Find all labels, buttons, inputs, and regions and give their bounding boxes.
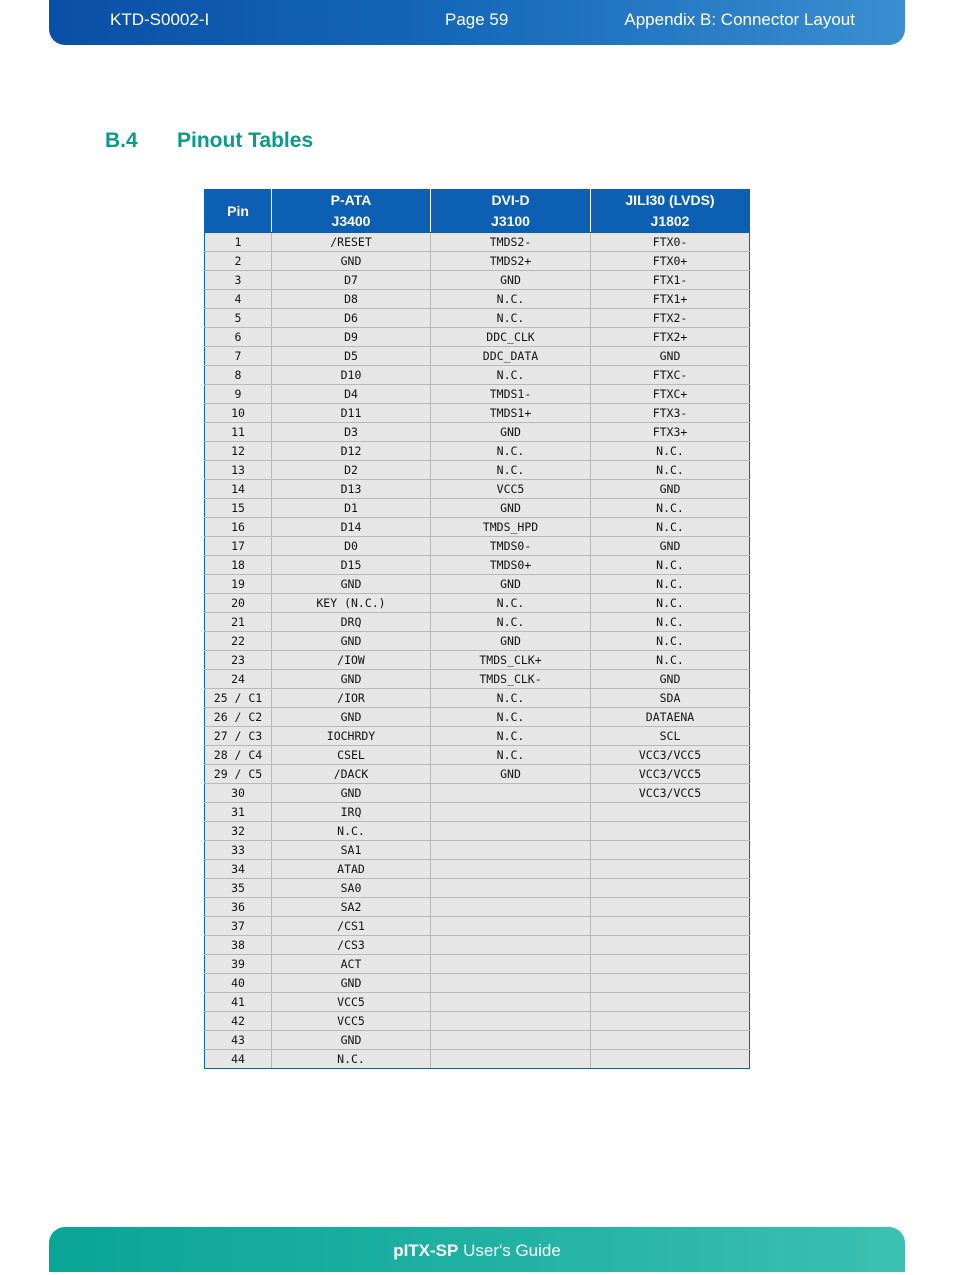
cell-pata: GND <box>272 708 431 727</box>
cell-pata: /CS3 <box>272 936 431 955</box>
cell-dvid: TMDS0+ <box>431 556 591 575</box>
cell-dvid: GND <box>431 271 591 290</box>
cell-pin: 13 <box>205 461 272 480</box>
cell-dvid: N.C. <box>431 746 591 765</box>
table-row <box>205 803 750 822</box>
cell-pata: /RESET <box>272 233 431 252</box>
cell-pata: IOCHRDY <box>272 727 431 746</box>
cell-dvid: GND <box>431 423 591 442</box>
table-row <box>205 233 750 252</box>
cell-lvds: GND <box>591 480 750 499</box>
cell-pata: GND <box>272 974 431 993</box>
cell-dvid <box>431 822 591 841</box>
cell-pin: 18 <box>205 556 272 575</box>
table-row <box>205 575 750 594</box>
cell-pata: D12 <box>272 442 431 461</box>
table-row <box>205 784 750 803</box>
cell-lvds: N.C. <box>591 461 750 480</box>
cell-pin: 15 <box>205 499 272 518</box>
cell-lvds <box>591 955 750 974</box>
cell-pata: D7 <box>272 271 431 290</box>
cell-dvid <box>431 974 591 993</box>
cell-pin: 32 <box>205 822 272 841</box>
cell-lvds: FTX3- <box>591 404 750 423</box>
cell-dvid <box>431 936 591 955</box>
header-dvid-name: DVI-D <box>491 192 530 208</box>
section-title: Pinout Tables <box>177 129 314 152</box>
table-row <box>205 518 750 537</box>
table-row <box>205 290 750 309</box>
cell-lvds <box>591 917 750 936</box>
cell-pata: ACT <box>272 955 431 974</box>
cell-lvds: N.C. <box>591 575 750 594</box>
cell-pin: 44 <box>205 1050 272 1069</box>
document-id: KTD-S0002-I <box>110 10 210 29</box>
cell-pin: 36 <box>205 898 272 917</box>
table-row <box>205 385 750 404</box>
cell-lvds <box>591 1012 750 1031</box>
table-header-row <box>205 190 750 233</box>
cell-pin: 34 <box>205 860 272 879</box>
table-row <box>205 727 750 746</box>
cell-dvid: TMDS1- <box>431 385 591 404</box>
cell-dvid <box>431 917 591 936</box>
cell-lvds <box>591 936 750 955</box>
table-row <box>205 556 750 575</box>
header-pin <box>205 190 272 233</box>
cell-lvds: VCC3/VCC5 <box>591 746 750 765</box>
cell-pin: 42 <box>205 1012 272 1031</box>
footer-guide-label: User's Guide <box>458 1241 561 1260</box>
table-row <box>205 1050 750 1069</box>
cell-pin: 11 <box>205 423 272 442</box>
cell-lvds: VCC3/VCC5 <box>591 784 750 803</box>
header-lvds-name: JILI30 (LVDS) <box>625 192 715 208</box>
cell-pata: SA1 <box>272 841 431 860</box>
cell-lvds <box>591 974 750 993</box>
cell-lvds: N.C. <box>591 556 750 575</box>
cell-dvid <box>431 993 591 1012</box>
cell-pata: VCC5 <box>272 1012 431 1031</box>
table-row <box>205 993 750 1012</box>
cell-lvds: SCL <box>591 727 750 746</box>
header-pata-connector: J3400 <box>331 213 371 229</box>
cell-dvid: N.C. <box>431 613 591 632</box>
cell-dvid: N.C. <box>431 594 591 613</box>
cell-pata: VCC5 <box>272 993 431 1012</box>
cell-lvds: FTX0- <box>591 233 750 252</box>
cell-dvid: N.C. <box>431 309 591 328</box>
cell-pin: 16 <box>205 518 272 537</box>
table-row <box>205 480 750 499</box>
cell-dvid <box>431 1031 591 1050</box>
cell-pata: N.C. <box>272 822 431 841</box>
cell-lvds: FTX2+ <box>591 328 750 347</box>
cell-lvds <box>591 822 750 841</box>
cell-pata: D10 <box>272 366 431 385</box>
cell-pin: 35 <box>205 879 272 898</box>
cell-dvid <box>431 1050 591 1069</box>
cell-pin: 33 <box>205 841 272 860</box>
cell-dvid: TMDS_CLK- <box>431 670 591 689</box>
cell-dvid <box>431 1012 591 1031</box>
cell-pin: 14 <box>205 480 272 499</box>
table-row <box>205 1031 750 1050</box>
cell-dvid: DDC_DATA <box>431 347 591 366</box>
cell-lvds: GND <box>591 670 750 689</box>
cell-pin: 28 / C4 <box>205 746 272 765</box>
table-row <box>205 347 750 366</box>
cell-dvid <box>431 860 591 879</box>
cell-lvds: N.C. <box>591 442 750 461</box>
cell-pata: /IOW <box>272 651 431 670</box>
table-row <box>205 974 750 993</box>
cell-lvds <box>591 1050 750 1069</box>
table-row <box>205 765 750 784</box>
cell-pata: CSEL <box>272 746 431 765</box>
cell-dvid: VCC5 <box>431 480 591 499</box>
cell-lvds: N.C. <box>591 499 750 518</box>
cell-pata: ATAD <box>272 860 431 879</box>
cell-pata: /CS1 <box>272 917 431 936</box>
cell-pata: D6 <box>272 309 431 328</box>
cell-pin: 6 <box>205 328 272 347</box>
table-row <box>205 613 750 632</box>
cell-lvds: GND <box>591 537 750 556</box>
table-row <box>205 404 750 423</box>
cell-pin: 21 <box>205 613 272 632</box>
cell-pata: N.C. <box>272 1050 431 1069</box>
cell-dvid: N.C. <box>431 708 591 727</box>
cell-lvds: N.C. <box>591 651 750 670</box>
cell-pata: D2 <box>272 461 431 480</box>
cell-pin: 37 <box>205 917 272 936</box>
cell-dvid: DDC_CLK <box>431 328 591 347</box>
cell-lvds: FTX2- <box>591 309 750 328</box>
cell-pin: 12 <box>205 442 272 461</box>
cell-pin: 9 <box>205 385 272 404</box>
cell-pata: GND <box>272 784 431 803</box>
cell-pata: DRQ <box>272 613 431 632</box>
table-row <box>205 423 750 442</box>
cell-pin: 23 <box>205 651 272 670</box>
cell-pata: D5 <box>272 347 431 366</box>
cell-pin: 5 <box>205 309 272 328</box>
table-row <box>205 860 750 879</box>
table-row <box>205 366 750 385</box>
cell-pin: 1 <box>205 233 272 252</box>
cell-dvid: TMDS0- <box>431 537 591 556</box>
cell-dvid: TMDS_CLK+ <box>431 651 591 670</box>
table-row <box>205 670 750 689</box>
header-section-title: Appendix B: Connector Layout <box>624 10 855 29</box>
cell-dvid: GND <box>431 632 591 651</box>
cell-lvds: FTXC- <box>591 366 750 385</box>
table-row <box>205 898 750 917</box>
cell-dvid: GND <box>431 765 591 784</box>
table-row <box>205 442 750 461</box>
cell-lvds: N.C. <box>591 594 750 613</box>
table-row <box>205 499 750 518</box>
section-number: B.4 <box>105 129 138 152</box>
table-row <box>205 461 750 480</box>
cell-dvid: N.C. <box>431 442 591 461</box>
pinout-table <box>204 189 750 1069</box>
cell-pata: D8 <box>272 290 431 309</box>
cell-pin: 19 <box>205 575 272 594</box>
cell-lvds <box>591 898 750 917</box>
cell-pin: 31 <box>205 803 272 822</box>
cell-dvid: N.C. <box>431 461 591 480</box>
header-dvid-connector: J3100 <box>491 213 530 229</box>
cell-pata: D1 <box>272 499 431 518</box>
table-row <box>205 955 750 974</box>
cell-lvds: DATAENA <box>591 708 750 727</box>
cell-lvds: VCC3/VCC5 <box>591 765 750 784</box>
table-row <box>205 689 750 708</box>
product-name: pITX-SP <box>393 1241 459 1260</box>
cell-dvid: N.C. <box>431 689 591 708</box>
cell-lvds: N.C. <box>591 518 750 537</box>
cell-pata: GND <box>272 252 431 271</box>
cell-dvid <box>431 841 591 860</box>
cell-pin: 7 <box>205 347 272 366</box>
cell-dvid: TMDS_HPD <box>431 518 591 537</box>
header-pata-name: P-ATA <box>330 192 372 208</box>
cell-pin: 3 <box>205 271 272 290</box>
table-row <box>205 309 750 328</box>
cell-pin: 10 <box>205 404 272 423</box>
cell-pin: 27 / C3 <box>205 727 272 746</box>
cell-lvds <box>591 1031 750 1050</box>
table-row <box>205 841 750 860</box>
cell-pata: D4 <box>272 385 431 404</box>
cell-dvid <box>431 784 591 803</box>
table-row <box>205 917 750 936</box>
cell-lvds: GND <box>591 347 750 366</box>
cell-lvds: FTX3+ <box>591 423 750 442</box>
cell-pata: IRQ <box>272 803 431 822</box>
table-row <box>205 1012 750 1031</box>
cell-lvds: FTXC+ <box>591 385 750 404</box>
cell-pata: GND <box>272 575 431 594</box>
cell-pin: 22 <box>205 632 272 651</box>
cell-pin: 30 <box>205 784 272 803</box>
cell-pin: 25 / C1 <box>205 689 272 708</box>
table-row <box>205 271 750 290</box>
header-dvid <box>431 190 591 233</box>
cell-pata: D0 <box>272 537 431 556</box>
cell-lvds <box>591 860 750 879</box>
cell-pin: 29 / C5 <box>205 765 272 784</box>
cell-pin: 8 <box>205 366 272 385</box>
cell-pin: 2 <box>205 252 272 271</box>
cell-pata: D13 <box>272 480 431 499</box>
cell-pata: GND <box>272 632 431 651</box>
page-header <box>49 0 905 45</box>
cell-lvds: SDA <box>591 689 750 708</box>
table-row <box>205 746 750 765</box>
cell-pata: D3 <box>272 423 431 442</box>
cell-dvid: N.C. <box>431 366 591 385</box>
page-number: Page 59 <box>445 10 509 29</box>
cell-pata: /DACK <box>272 765 431 784</box>
cell-dvid: TMDS2+ <box>431 252 591 271</box>
table-row <box>205 879 750 898</box>
cell-pin: 41 <box>205 993 272 1012</box>
cell-pin: 40 <box>205 974 272 993</box>
cell-pin: 17 <box>205 537 272 556</box>
cell-pin: 20 <box>205 594 272 613</box>
cell-dvid: GND <box>431 499 591 518</box>
cell-pata: D15 <box>272 556 431 575</box>
cell-pin: 39 <box>205 955 272 974</box>
cell-pata: D14 <box>272 518 431 537</box>
table-row <box>205 632 750 651</box>
cell-dvid <box>431 803 591 822</box>
cell-dvid: N.C. <box>431 727 591 746</box>
cell-dvid: GND <box>431 575 591 594</box>
cell-pin: 4 <box>205 290 272 309</box>
cell-pata: SA2 <box>272 898 431 917</box>
header-lvds-connector: J1802 <box>650 213 690 229</box>
cell-pin: 43 <box>205 1031 272 1050</box>
cell-pin: 24 <box>205 670 272 689</box>
cell-dvid: TMDS1+ <box>431 404 591 423</box>
table-row <box>205 252 750 271</box>
cell-lvds <box>591 803 750 822</box>
table-row <box>205 651 750 670</box>
cell-dvid <box>431 879 591 898</box>
page-footer <box>49 1227 905 1272</box>
table-row <box>205 708 750 727</box>
cell-pata: GND <box>272 670 431 689</box>
cell-lvds: N.C. <box>591 613 750 632</box>
table-row <box>205 936 750 955</box>
table-row <box>205 328 750 347</box>
cell-pin: 26 / C2 <box>205 708 272 727</box>
cell-lvds: FTX1- <box>591 271 750 290</box>
cell-lvds <box>591 841 750 860</box>
cell-dvid: N.C. <box>431 290 591 309</box>
cell-dvid <box>431 898 591 917</box>
cell-lvds: FTX0+ <box>591 252 750 271</box>
header-lvds <box>591 190 750 233</box>
cell-pin: 38 <box>205 936 272 955</box>
cell-pata: KEY (N.C.) <box>272 594 431 613</box>
cell-pata: D11 <box>272 404 431 423</box>
cell-lvds: N.C. <box>591 632 750 651</box>
cell-pata: /IOR <box>272 689 431 708</box>
table-row <box>205 537 750 556</box>
cell-pata: D9 <box>272 328 431 347</box>
cell-dvid: TMDS2- <box>431 233 591 252</box>
table-row <box>205 822 750 841</box>
header-pin-label: Pin <box>227 202 249 219</box>
table-row <box>205 594 750 613</box>
cell-lvds: FTX1+ <box>591 290 750 309</box>
cell-lvds <box>591 993 750 1012</box>
header-pata <box>272 190 431 233</box>
cell-dvid <box>431 955 591 974</box>
cell-lvds <box>591 879 750 898</box>
cell-pata: GND <box>272 1031 431 1050</box>
cell-pata: SA0 <box>272 879 431 898</box>
